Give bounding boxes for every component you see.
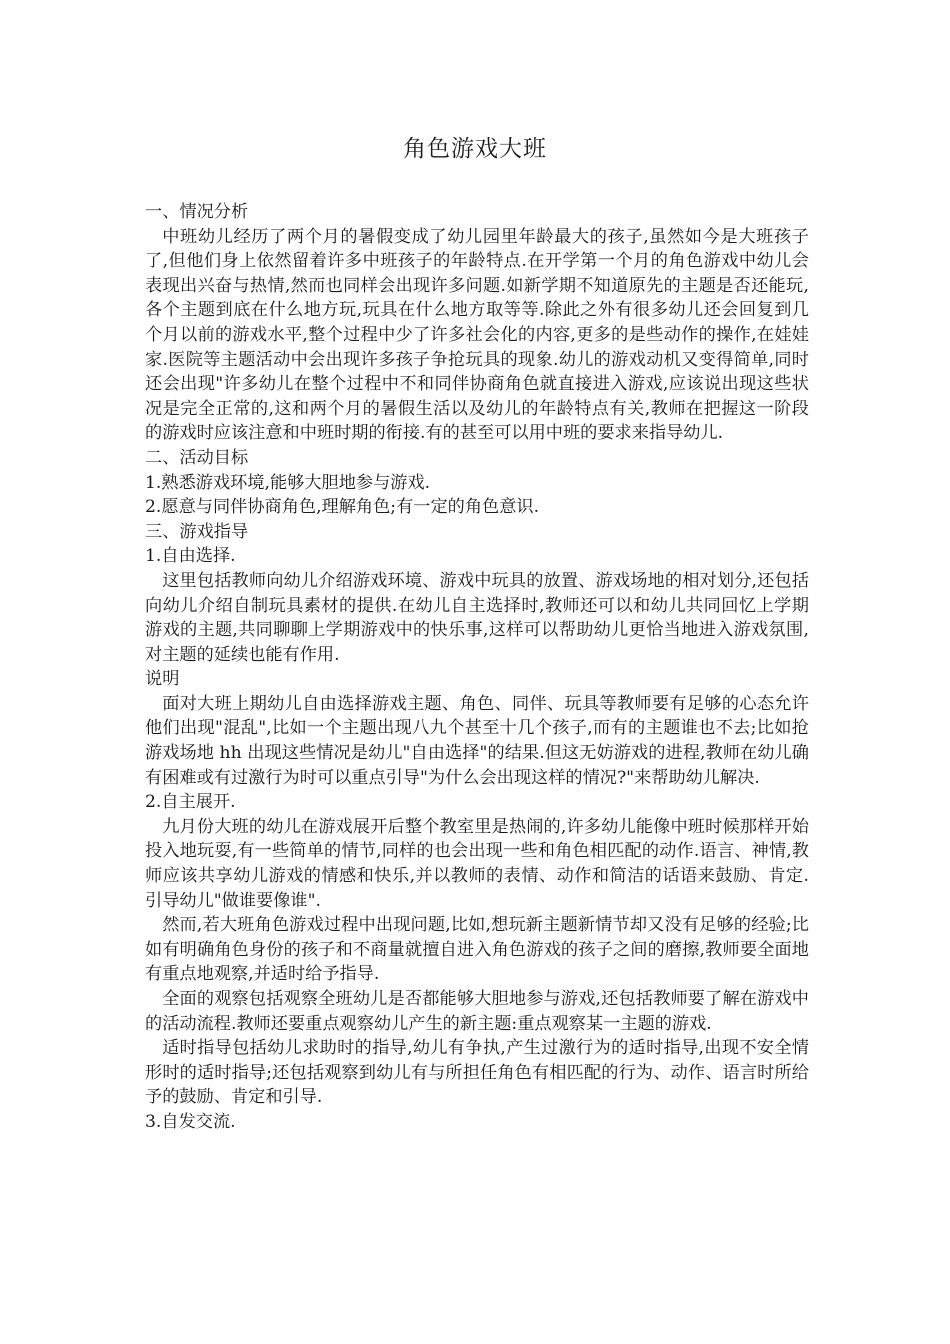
- paragraph: 中班幼儿经历了两个月的暑假变成了幼儿园里年龄最大的孩子,虽然如今是大班孩子了,但他们身上依然留着许多中班孩子的年龄特点.在开学第一个月的角色游戏中幼儿会表现出兴奋与热情,然而也同样会出现许多问题.如新学期不知道原先的主题是否还能玩,各个主题到底在什么地方玩,玩具在什么地方取等等.除此之外有很多幼儿还会回复到几个月以前的游戏水平,整个过程中少了许多社会化的内容,更多的是些动作的操作,在娃娃家.医院等主题活动中会出现许多孩子争抢玩具的现象.幼儿的游戏动机又变得简单,同时还会出现"许多幼儿在整个过程中不和同伴协商角色就直接进入游戏,应该说出现这些状况是完全正常的,这和两个月的暑假生活以及幼儿的年龄特点有关,教师在把握这一阶段的游戏时应该注意和中班时期的衔接.有的甚至可以用中班的要求来指导幼儿.: [145, 226, 809, 444]
- subsection-heading: 1.自由选择.: [145, 546, 236, 567]
- section-heading: 三、游戏指导: [145, 521, 249, 542]
- paragraph: 这里包括教师向幼儿介绍游戏环境、游戏中玩具的放置、游戏场地的相对划分,还包括向幼儿介绍自制玩具素材的提供.在幼儿自主选择时,教师还可以和幼儿共同回忆上学期游戏的主题,共同聊聊上学期游戏中的快乐事,这样可以帮助幼儿更恰当地进入游戏氛围,对主题的延续也能有作用.: [145, 570, 809, 665]
- list-item: 1.熟悉游戏环境,能够大胆地参与游戏.: [145, 472, 431, 493]
- subsection-heading: 2.自主展开.: [145, 792, 236, 813]
- section-heading: 二、活动目标: [145, 447, 249, 468]
- subsection-heading: 3.自发交流.: [145, 1111, 236, 1132]
- paragraph: 全面的观察包括观察全班幼儿是否都能够大胆地参与游戏,还包括教师要了解在游戏中的活动流程.教师还要重点观察幼儿产生的新主题:重点观察某一主题的游戏.: [145, 989, 809, 1034]
- paragraph: 面对大班上期幼儿自由选择游戏主题、角色、同伴、玩具等教师要有足够的心态允许他们出现"混乱",比如一个主题出现八九个甚至十几个孩子,而有的主题谁也不去;比如抢游戏场地 hh 出现这些情况是幼儿"自由选择"的结果.但这无妨游戏的进程,教师在幼儿确有困难或有过激行为时可以重点引导"为什么会出现这样的情况?"来帮助幼儿解决.: [145, 693, 809, 788]
- list-item: 2.愿意与同伴协商角色,理解角色;有一定的角色意识.: [145, 497, 540, 518]
- section-heading: 一、情况分析: [145, 202, 249, 222]
- paragraph: 适时指导包括幼儿求助时的指导,幼儿有争执,产生过激行为的适时指导,出现不安全情形时的适时指导;还包括观察到幼儿有与所担任角色有相匹配的行为、动作、语言时所给予的鼓励、肯定和引导.: [145, 1038, 809, 1108]
- note-label: 说明: [145, 669, 180, 690]
- paragraph: 九月份大班的幼儿在游戏展开后整个教室里是热闹的,许多幼儿能像中班时候那样开始投入地玩耍,有一些简单的情节,同样的也会出现一些和角色相匹配的动作.语言、神情,教师应该共享幼儿游戏的情感和快乐,并以教师的表情、动作和简洁的话语来鼓励、肯定.引导幼儿"做谁要像谁".: [145, 816, 809, 911]
- paragraph: 然而,若大班角色游戏过程中出现问题,比如,想玩新主题新情节却又没有足够的经验;比如有明确角色身份的孩子和不商量就擅自进入角色游戏的孩子之间的磨擦,教师要全面地有重点地观察,并适时给予指导.: [145, 915, 809, 985]
- document-title: 角色游戏大班: [403, 136, 547, 162]
- document-body: [145, 200, 809, 1135]
